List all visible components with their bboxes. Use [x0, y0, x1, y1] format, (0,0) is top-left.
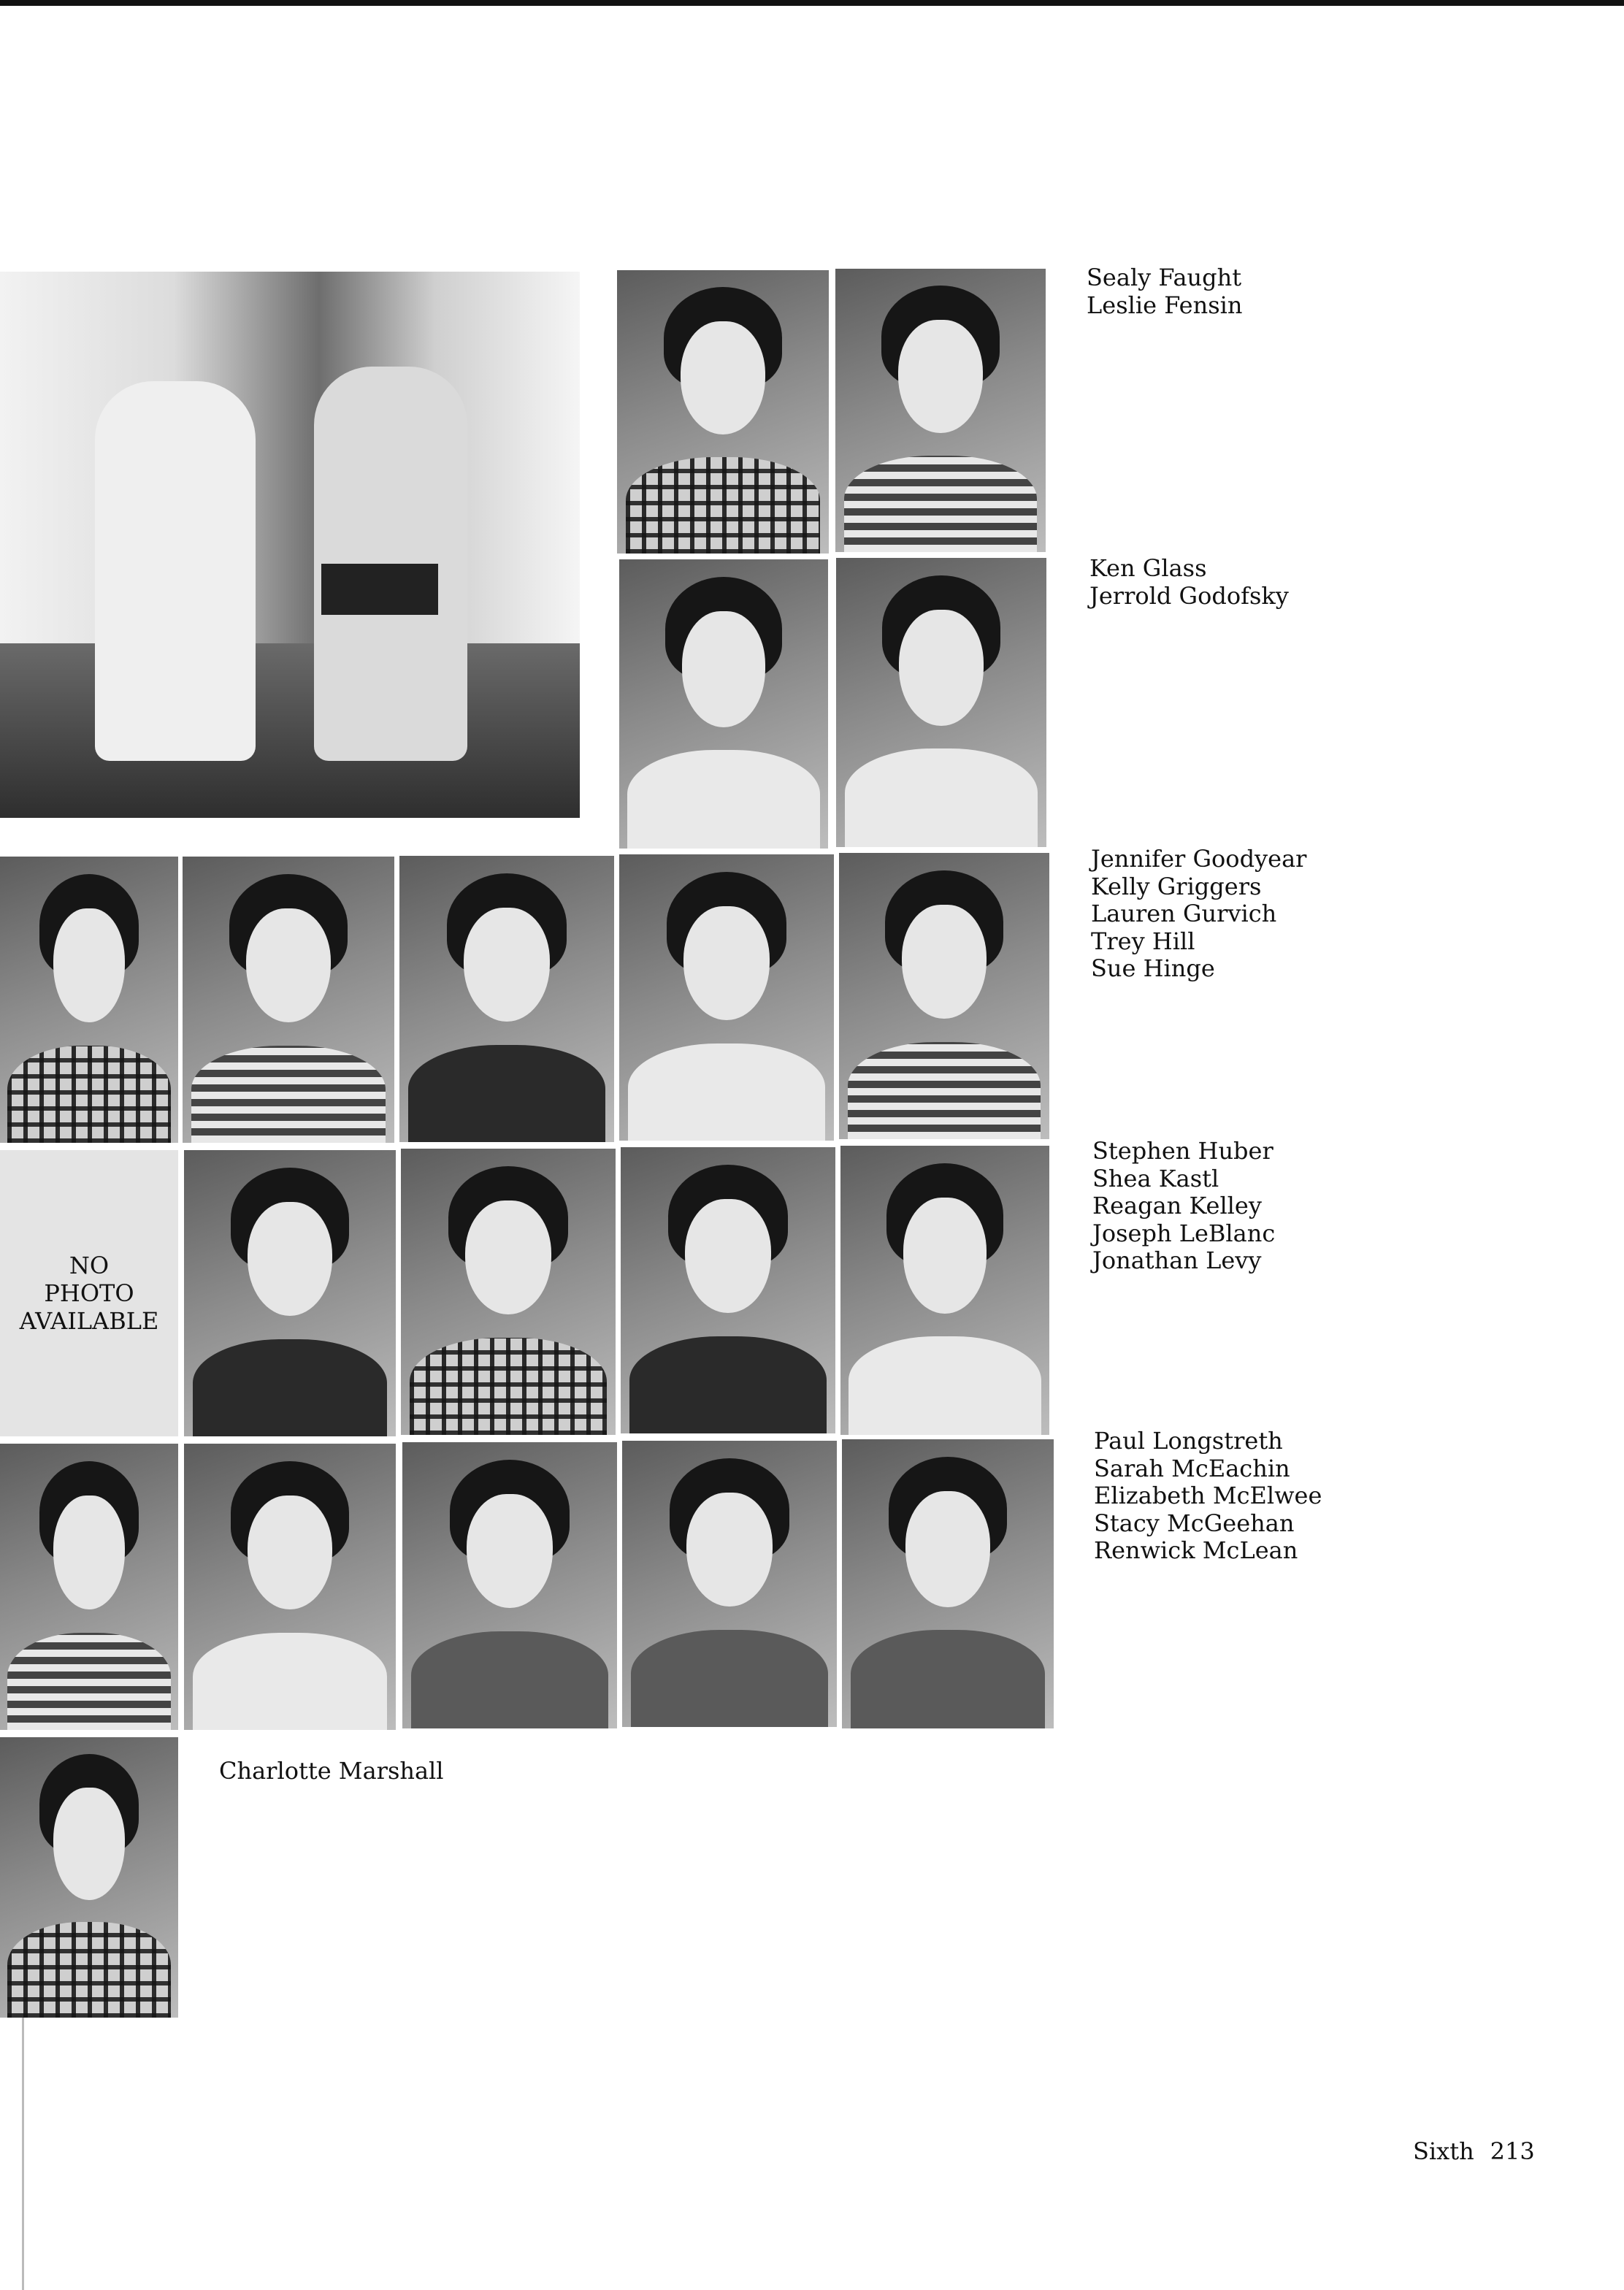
portrait-jennifer-goodyear [183, 857, 394, 1143]
student-name: Jerrold Godofsky [1089, 581, 1289, 610]
portrait-lauren-gurvich [619, 854, 834, 1141]
portrait-charlotte-marshall [0, 1737, 178, 2018]
portrait-row5-2 [184, 1444, 396, 1730]
portrait-leslie-fensin [835, 269, 1046, 552]
names-group-1 [1087, 264, 1242, 319]
student-name: Renwick McLean [1094, 1536, 1298, 1564]
portrait-kelly-griggers [399, 856, 614, 1142]
page-edge-line [22, 2015, 24, 2290]
names-group-2 [1089, 555, 1289, 610]
no-photo-placeholder [0, 1150, 178, 1436]
student-name: Jennifer Goodyear [1091, 845, 1307, 873]
names-group-3 [1091, 846, 1306, 983]
page-number: 213 [1490, 2137, 1535, 2165]
student-name: Paul Longstreth [1094, 1427, 1283, 1455]
student-name: Trey Hill [1091, 927, 1195, 955]
names-group-5 [1094, 1428, 1322, 1565]
student-name: Charlotte Marshall [219, 1757, 444, 1785]
portrait-row3-1 [0, 857, 178, 1143]
student-name: Joseph LeBlanc [1092, 1219, 1276, 1247]
student-name: Sealy Faught [1087, 264, 1242, 291]
names-group-6 [219, 1758, 444, 1785]
portrait-row4-3 [401, 1149, 616, 1435]
no-photo-line1: NO [69, 1252, 110, 1279]
portrait-trey-hill [839, 853, 1049, 1139]
student-name: Lauren Gurvich [1091, 900, 1277, 927]
portrait-row5-4 [622, 1441, 837, 1727]
student-name: Sue Hinge [1091, 954, 1215, 982]
student-name: Leslie Fensin [1087, 291, 1243, 319]
page-folio [1413, 2138, 1535, 2164]
portrait-row4-4 [621, 1147, 835, 1433]
student-name: Stephen Huber [1092, 1137, 1273, 1165]
portrait-row4-2 [184, 1150, 396, 1436]
names-group-4 [1092, 1138, 1275, 1275]
student-name: Stacy McGeehan [1094, 1509, 1295, 1537]
student-name: Reagan Kelley [1092, 1192, 1262, 1219]
portrait-row5-3 [402, 1442, 617, 1728]
student-name: Ken Glass [1089, 554, 1207, 582]
section-name: Sixth [1413, 2137, 1474, 2165]
portrait-jerrold-godofsky [836, 558, 1046, 847]
student-name: Shea Kastl [1092, 1164, 1219, 1192]
candid-hallway-photo [0, 272, 580, 818]
student-name: Kelly Griggers [1091, 872, 1262, 900]
no-photo-line3: AVAILABLE [19, 1307, 159, 1335]
portrait-row5-1 [0, 1444, 178, 1730]
top-border [0, 0, 1624, 6]
portrait-ken-glass [619, 559, 828, 849]
student-name: Jonathan Levy [1092, 1247, 1262, 1274]
student-name: Elizabeth McElwee [1094, 1482, 1322, 1509]
portrait-sealy-faught [617, 270, 829, 554]
no-photo-line2: PHOTO [44, 1279, 134, 1307]
student-name: Sarah McEachin [1094, 1454, 1290, 1482]
portrait-row5-5 [842, 1439, 1054, 1728]
portrait-row4-5 [840, 1146, 1049, 1435]
